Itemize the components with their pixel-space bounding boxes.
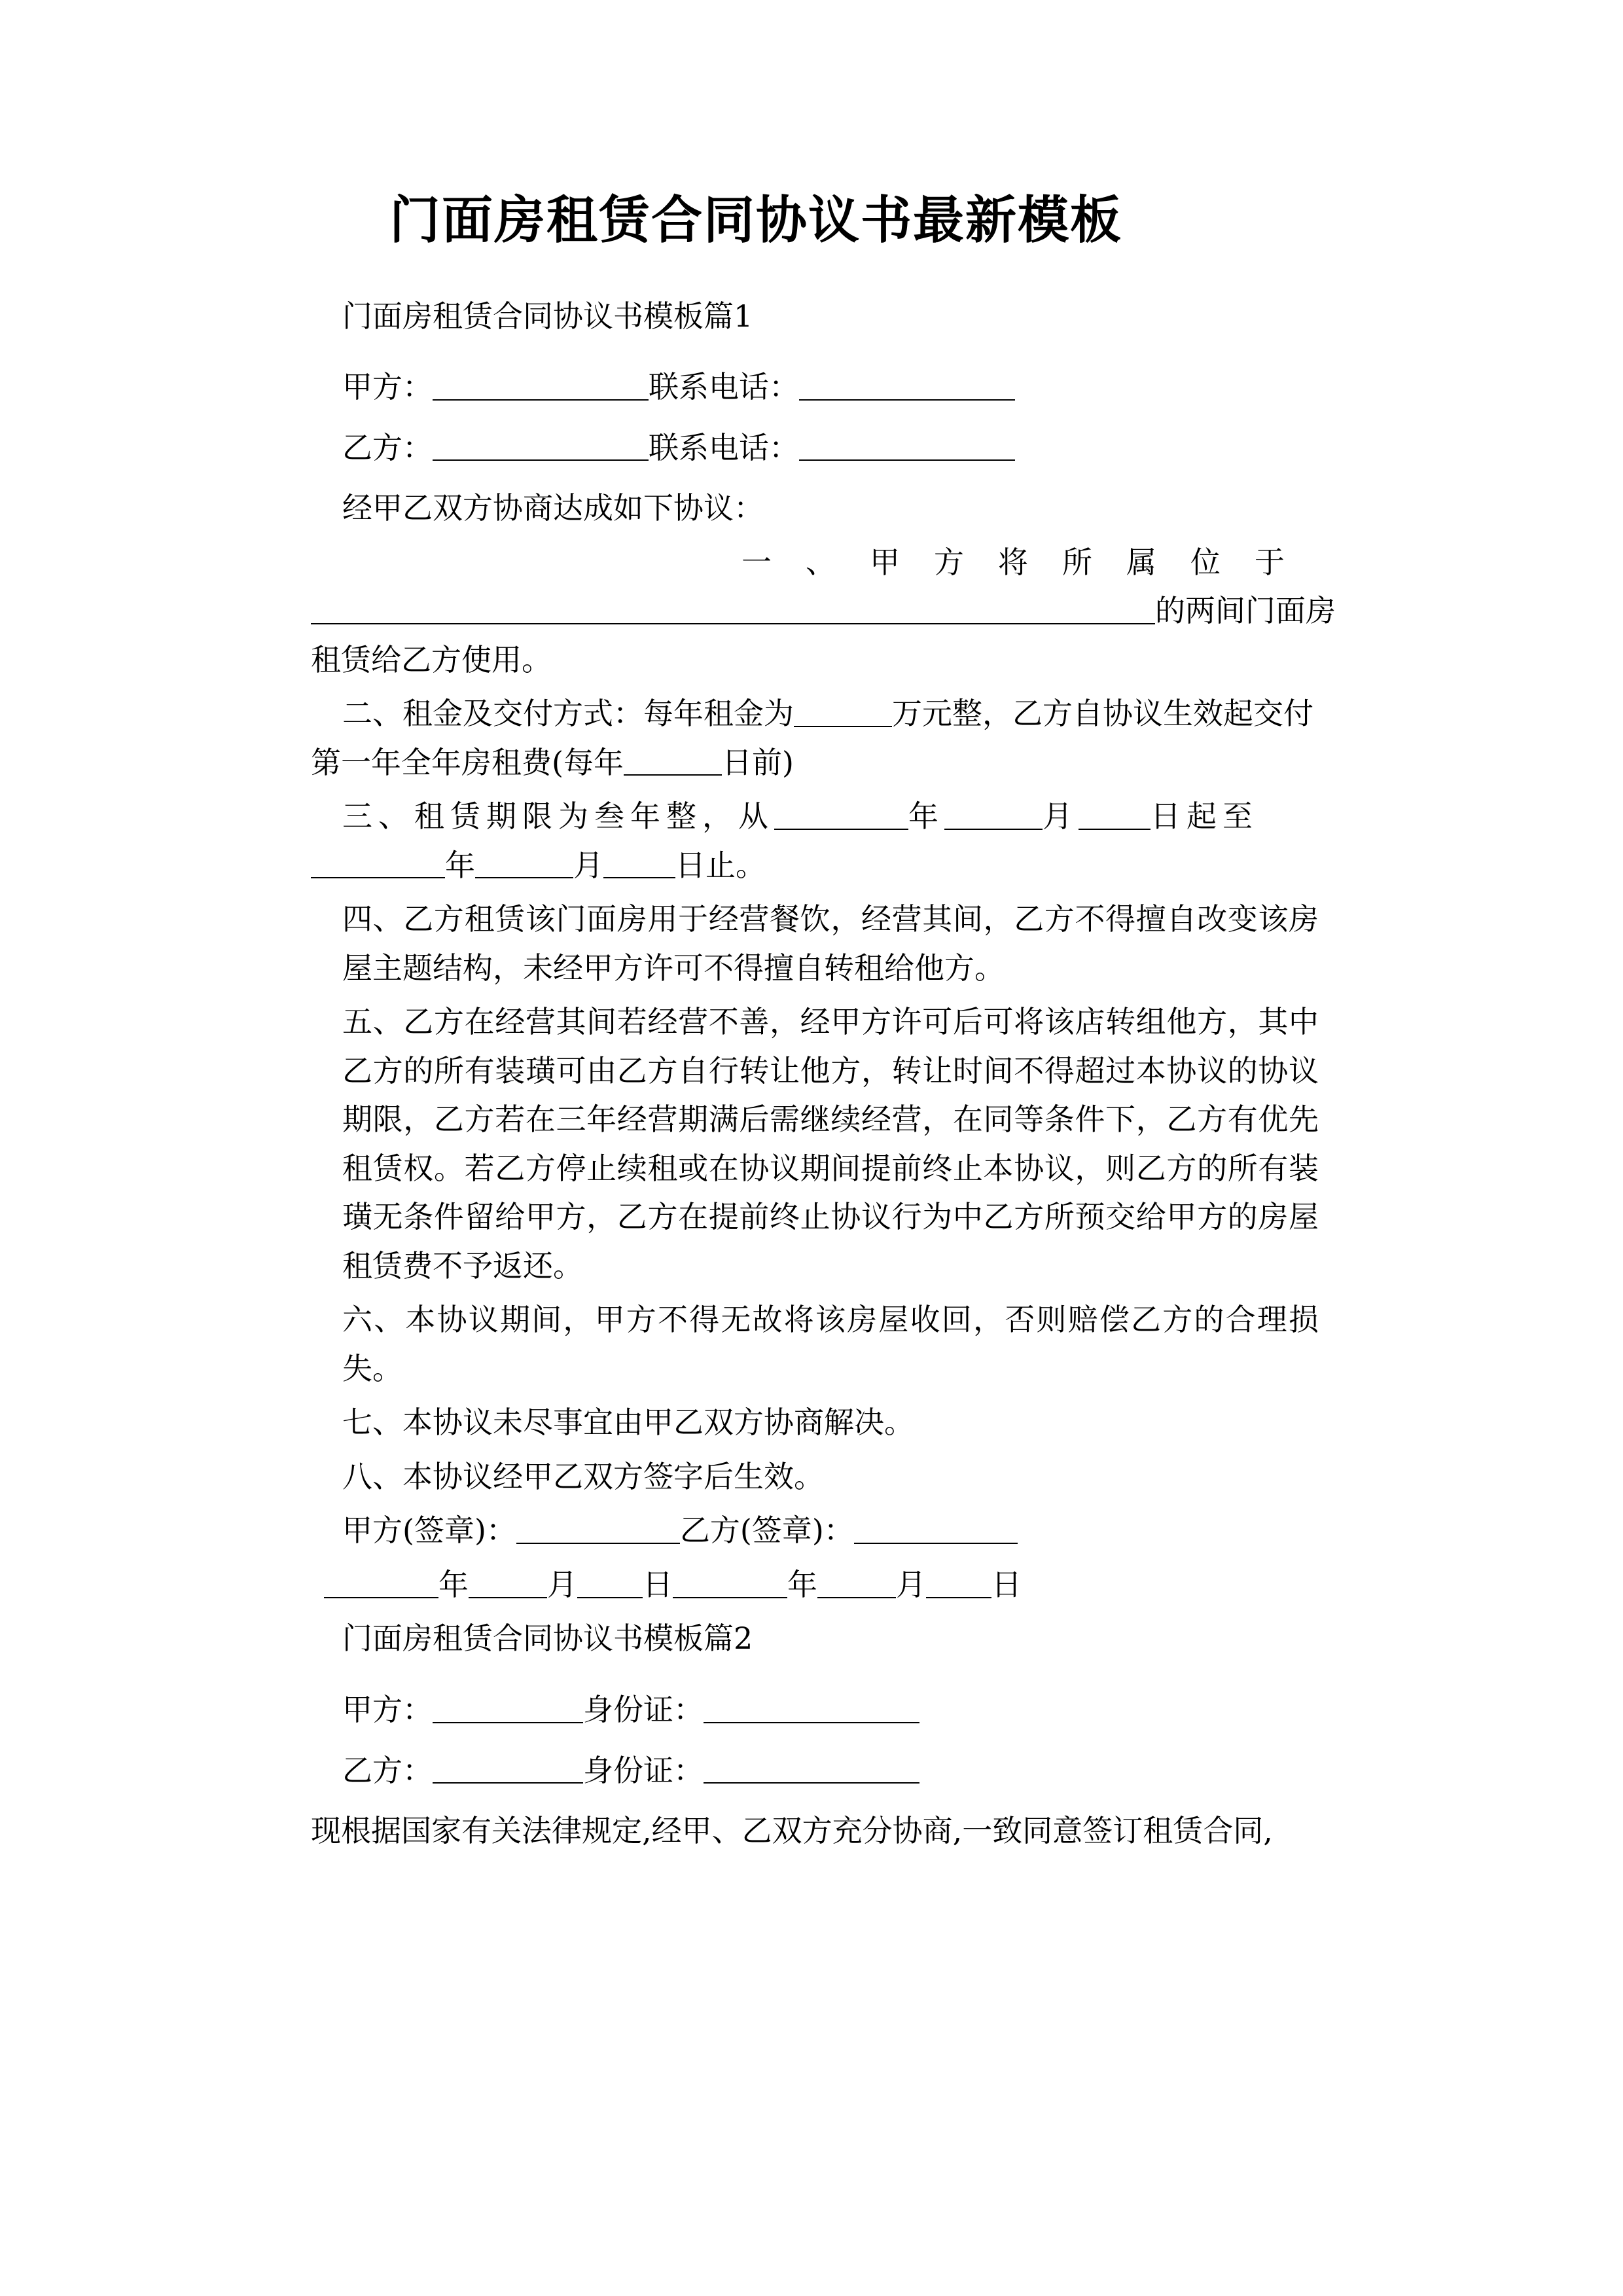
clause-3-text-a: 三、租赁期限为叁年整，从 (342, 798, 774, 834)
clause-2-line-1 (311, 689, 1319, 738)
signature-a-label: 甲方(签章)： (342, 1513, 516, 1549)
signature-b-input[interactable] (854, 1511, 1018, 1544)
date-a-day-label: 日 (643, 1566, 673, 1602)
date-b-month-label: 月 (896, 1566, 926, 1602)
signature-a-input[interactable] (516, 1511, 680, 1544)
clause-3-end-month-input[interactable] (475, 846, 573, 878)
party-a-phone-label: 联系电话： (649, 369, 799, 405)
party-b-label-2: 乙方： (342, 1752, 433, 1788)
clause-3-line-2 (311, 841, 1319, 890)
signature-row (311, 1506, 1319, 1555)
clause-2-text-d: 日前) (721, 744, 794, 780)
clause-4: 四、乙方租赁该门面房用于经营餐饮，经营其间，乙方不得擅自改变该房屋主题结构，未经甲方许可不得擅自转租给他方。 (342, 901, 1319, 986)
date-a-day-input[interactable] (577, 1565, 643, 1598)
party-a-id-label: 身份证： (583, 1692, 704, 1727)
section-heading-1: 门面房租赁合同协议书模板篇1 (342, 298, 753, 334)
clause-3-start-year-input[interactable] (774, 797, 908, 830)
date-a-month-label: 月 (547, 1566, 577, 1602)
party-a-label-2: 甲方： (342, 1692, 433, 1727)
party-b-name-input-2[interactable] (433, 1751, 583, 1784)
clause-3-start-day-input[interactable] (1079, 797, 1150, 830)
party-b-id-input[interactable] (704, 1751, 919, 1784)
clause-2-line-2 (311, 738, 1319, 787)
clause-2-date-input[interactable] (624, 743, 722, 776)
date-a-year-input[interactable] (324, 1565, 438, 1598)
party-a-id-input[interactable] (704, 1690, 919, 1723)
clause-3-month-label-2: 月 (573, 847, 603, 883)
clause-1-address-input[interactable] (311, 591, 1155, 624)
section-heading-2: 门面房租赁合同协议书模板篇2 (342, 1621, 753, 1657)
clause-7: 七、本协议未尽事宜由甲乙双方协商解决。 (342, 1405, 914, 1441)
clause-1-lead: 一、甲方将所属位于 (741, 544, 1319, 580)
date-b-month-input[interactable] (817, 1565, 896, 1598)
clause-8: 八、本协议经甲乙双方签字后生效。 (342, 1458, 824, 1494)
party-a-id-row (311, 1685, 1319, 1734)
date-b-day-input[interactable] (926, 1565, 991, 1598)
clause-3-text-g: 日止。 (675, 847, 766, 883)
date-b-year-input[interactable] (673, 1565, 787, 1598)
clause-2-text-b: 万元整，乙方自协议生效起交付 (892, 696, 1313, 732)
clause-2-rent-input[interactable] (794, 694, 892, 727)
party-a-input[interactable] (433, 367, 649, 400)
clause-3-line-1 (311, 792, 1319, 841)
clause-1-continuation: 租赁给乙方使用。 (311, 641, 552, 677)
clause-3-end-day-input[interactable] (603, 846, 675, 878)
date-b-day-label: 日 (991, 1566, 1022, 1602)
signature-date-row (311, 1560, 1319, 1609)
clause-3-year-label: 年 (908, 798, 944, 834)
clause-3-month-label: 月 (1043, 798, 1079, 834)
clause-5: 五、乙方在经营其间若经营不善，经甲方许可后可将该店转组他方，其中乙方的所有装璜可由乙方自行转让他方，转让时间不得超过本协议的协议期限，乙方若在三年经营期满后需继续经营，在同等条件下，乙方有优先租赁权。若乙方停止续租或在协议期间提前终止本协议，则乙方的所有装璜无条件留给甲方，乙方在提前终止协议行为中乙方所预交给甲方的房屋租赁费不予返还。 (342, 1004, 1319, 1283)
clause-3-start-month-input[interactable] (944, 797, 1043, 830)
date-a-year-label: 年 (438, 1566, 469, 1602)
clause-3-year-label-2: 年 (445, 847, 475, 883)
document-body (311, 0, 1336, 1856)
party-b-contact-row (311, 423, 1319, 473)
clause-1-address-row (311, 586, 1336, 636)
clause-6: 六、本协议期间，甲方不得无故将该房屋收回，否则赔偿乙方的合理损失。 (342, 1302, 1319, 1386)
party-b-input[interactable] (433, 428, 649, 461)
date-a-month-input[interactable] (469, 1565, 547, 1598)
page-title: 门面房租赁合同协议书最新模板 (389, 190, 1123, 250)
signature-b-label: 乙方(签章)： (679, 1513, 854, 1549)
party-b-phone-label: 联系电话： (649, 429, 799, 465)
party-a-phone-input[interactable] (799, 367, 1015, 400)
party-b-label: 乙方： (342, 429, 433, 465)
date-b-year-label: 年 (787, 1566, 817, 1602)
party-a-contact-row (311, 363, 1319, 412)
agreement-intro: 经甲乙双方协商达成如下协议： (342, 490, 764, 526)
party-a-name-input-2[interactable] (433, 1690, 583, 1723)
closing-paragraph: 现根据国家有关法律规定,经甲、乙双方充分协商,一致同意签订租赁合同, (311, 1813, 1273, 1849)
clause-3-text-d: 日起至 (1150, 798, 1258, 834)
party-b-id-label: 身份证： (583, 1752, 704, 1788)
clause-1-tail: 的两间门面房 (1155, 593, 1336, 629)
clause-3-end-year-input[interactable] (311, 846, 445, 878)
party-a-label: 甲方： (342, 369, 433, 405)
clause-2-text-c: 第一年全年房租费(每年 (311, 744, 624, 780)
clause-2-text-a: 二、租金及交付方式：每年租金为 (342, 696, 794, 732)
party-b-id-row (311, 1746, 1319, 1795)
party-b-phone-input[interactable] (799, 428, 1015, 461)
